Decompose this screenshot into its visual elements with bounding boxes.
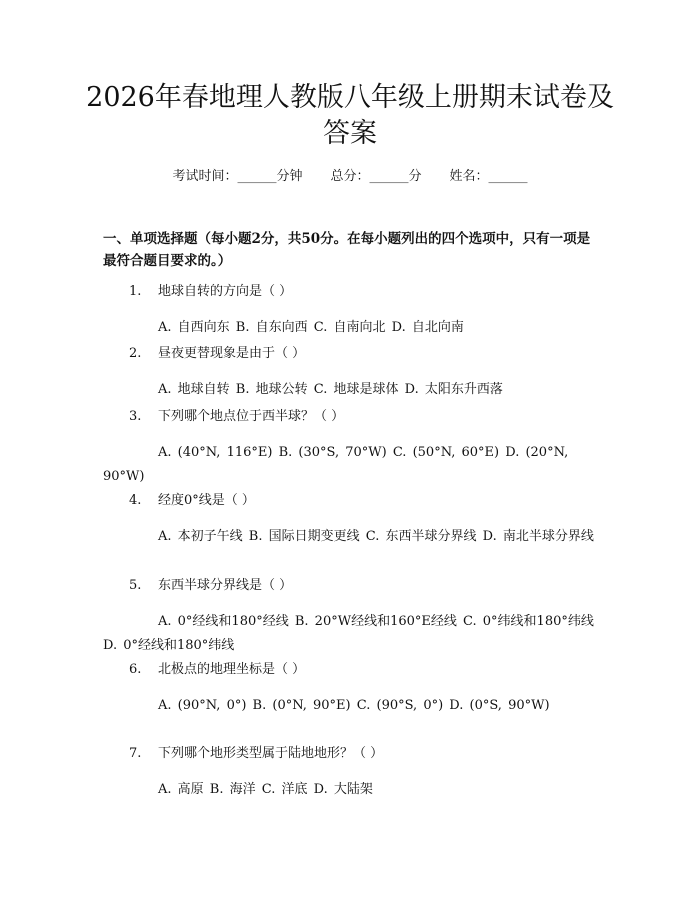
question-options: A. (40°N, 116°E) B. (30°S, 70°W) C. (50°N, 60°E) D. (20°N, 90°W) bbox=[103, 445, 569, 484]
question-options: A. (90°N, 0°) B. (0°N, 90°E) C. (90°S, 0°) D. (0°S, 90°W) bbox=[158, 698, 550, 713]
question-options: A. 高原 B. 海洋 C. 洋底 D. 大陆架 bbox=[158, 782, 373, 797]
question-stem bbox=[103, 282, 603, 302]
question-options: A. 0°经线和180°经线 B. 20°W经线和160°E经线 C. 0°纬线和180°纬线 D. 0°经线和180°纬线 bbox=[103, 614, 594, 653]
question-number: 3. bbox=[129, 409, 142, 424]
question-number: 4. bbox=[129, 493, 142, 508]
question-item bbox=[103, 660, 603, 718]
question-options: A. 自西向东 B. 自东向西 C. 自南向北 D. 自北向南 bbox=[158, 320, 464, 335]
question-item bbox=[103, 576, 603, 658]
question-stem bbox=[103, 407, 603, 427]
question-item bbox=[103, 407, 603, 489]
question-stem bbox=[103, 660, 603, 680]
question-stem bbox=[103, 344, 603, 364]
question-stem bbox=[103, 491, 603, 511]
question-number: 2. bbox=[129, 346, 142, 361]
question-item bbox=[103, 344, 603, 402]
question-stem bbox=[103, 744, 603, 764]
student-name-label: 姓名：______ bbox=[449, 169, 528, 184]
section-heading: 一、单项选择题（每小题2分，共50分。在每小题列出的四个选项中，只有一项是最符合题目要求的。） bbox=[103, 231, 591, 269]
question-number: 1. bbox=[129, 284, 142, 299]
page-title: 2026年春地理人教版八年级上册期末试卷及答案 bbox=[86, 82, 614, 149]
question-number: 7. bbox=[129, 746, 142, 761]
question-number: 6. bbox=[129, 662, 142, 677]
question-stem bbox=[103, 576, 603, 596]
question-text: 东西半球分界线是（ ） bbox=[158, 578, 293, 593]
question-text: 昼夜更替现象是由于（ ） bbox=[158, 346, 306, 361]
question-item bbox=[103, 282, 603, 340]
question-options: A. 本初子午线 B. 国际日期变更线 C. 东西半球分界线 D. 南北半球分界线 bbox=[158, 529, 594, 544]
question-text: 北极点的地理坐标是（ ） bbox=[158, 662, 306, 677]
question-item bbox=[103, 491, 603, 549]
question-text: 地球自转的方向是（ ） bbox=[158, 284, 293, 299]
question-text: 下列哪个地点位于西半球？（ ） bbox=[158, 409, 345, 424]
question-options: A. 地球自转 B. 地球公转 C. 地球是球体 D. 太阳东升西落 bbox=[158, 382, 503, 397]
exam-meta-line bbox=[0, 168, 700, 186]
question-text: 下列哪个地形类型属于陆地地形？（ ） bbox=[158, 746, 384, 761]
question-item bbox=[103, 744, 603, 802]
total-score-label: 总分：______分 bbox=[330, 169, 422, 184]
exam-time-label: 考试时间：______分钟 bbox=[172, 169, 303, 184]
question-text: 经度0°线是（ ） bbox=[158, 493, 255, 508]
question-number: 5. bbox=[129, 578, 142, 593]
